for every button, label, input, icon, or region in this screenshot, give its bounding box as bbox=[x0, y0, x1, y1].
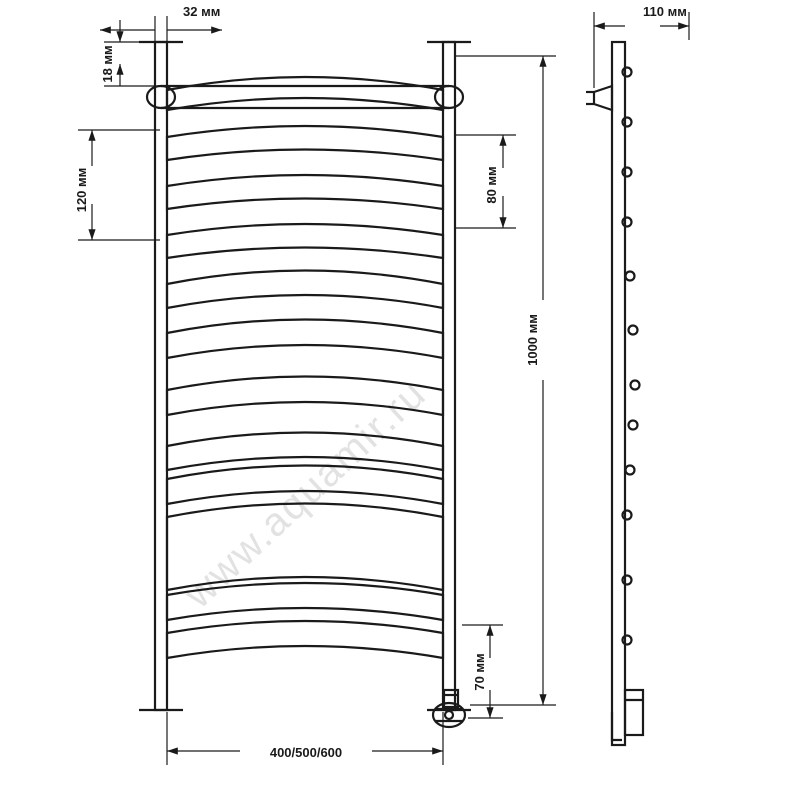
dim-label-18: 18 мм bbox=[100, 45, 115, 83]
dim-label-70: 70 мм bbox=[472, 653, 487, 691]
rung-stub bbox=[623, 636, 632, 645]
rung-stub bbox=[623, 68, 632, 77]
rung-stub bbox=[626, 466, 635, 475]
rung-stub bbox=[629, 421, 638, 430]
rung bbox=[167, 77, 443, 110]
side-view-dimensions bbox=[594, 12, 689, 88]
rung-stub bbox=[626, 272, 635, 281]
rung bbox=[167, 224, 443, 258]
rung-stub bbox=[623, 576, 632, 585]
dim-label-width: 400/500/600 bbox=[269, 745, 343, 760]
rung-stub bbox=[623, 168, 632, 177]
rung-stub bbox=[623, 218, 632, 227]
right-vertical-rail bbox=[443, 42, 455, 710]
rung bbox=[167, 175, 443, 209]
heating-element-plug bbox=[433, 690, 465, 727]
left-vertical-rail bbox=[155, 42, 167, 710]
rung bbox=[167, 271, 443, 309]
rung bbox=[167, 621, 443, 658]
dim-label-1000: 1000 мм bbox=[525, 314, 540, 366]
front-view bbox=[139, 42, 471, 727]
watermark-label: www.aquamir.ru bbox=[176, 371, 435, 617]
dim-label-32: 32 мм bbox=[183, 4, 221, 19]
rung-stub bbox=[623, 511, 632, 520]
dim-label-120: 120 мм bbox=[74, 167, 89, 213]
rung-stub bbox=[623, 118, 632, 127]
rung-stub bbox=[629, 326, 638, 335]
front-view-dimensions bbox=[78, 16, 556, 765]
rung bbox=[167, 320, 443, 359]
side-wall-bracket bbox=[586, 86, 612, 110]
dim-label-110: 110 мм bbox=[643, 4, 687, 19]
rung-stub bbox=[631, 381, 640, 390]
side-view bbox=[586, 42, 643, 745]
side-bottom-connector bbox=[612, 690, 643, 740]
dim-label-80: 80 мм bbox=[484, 166, 499, 204]
rung bbox=[167, 126, 443, 160]
